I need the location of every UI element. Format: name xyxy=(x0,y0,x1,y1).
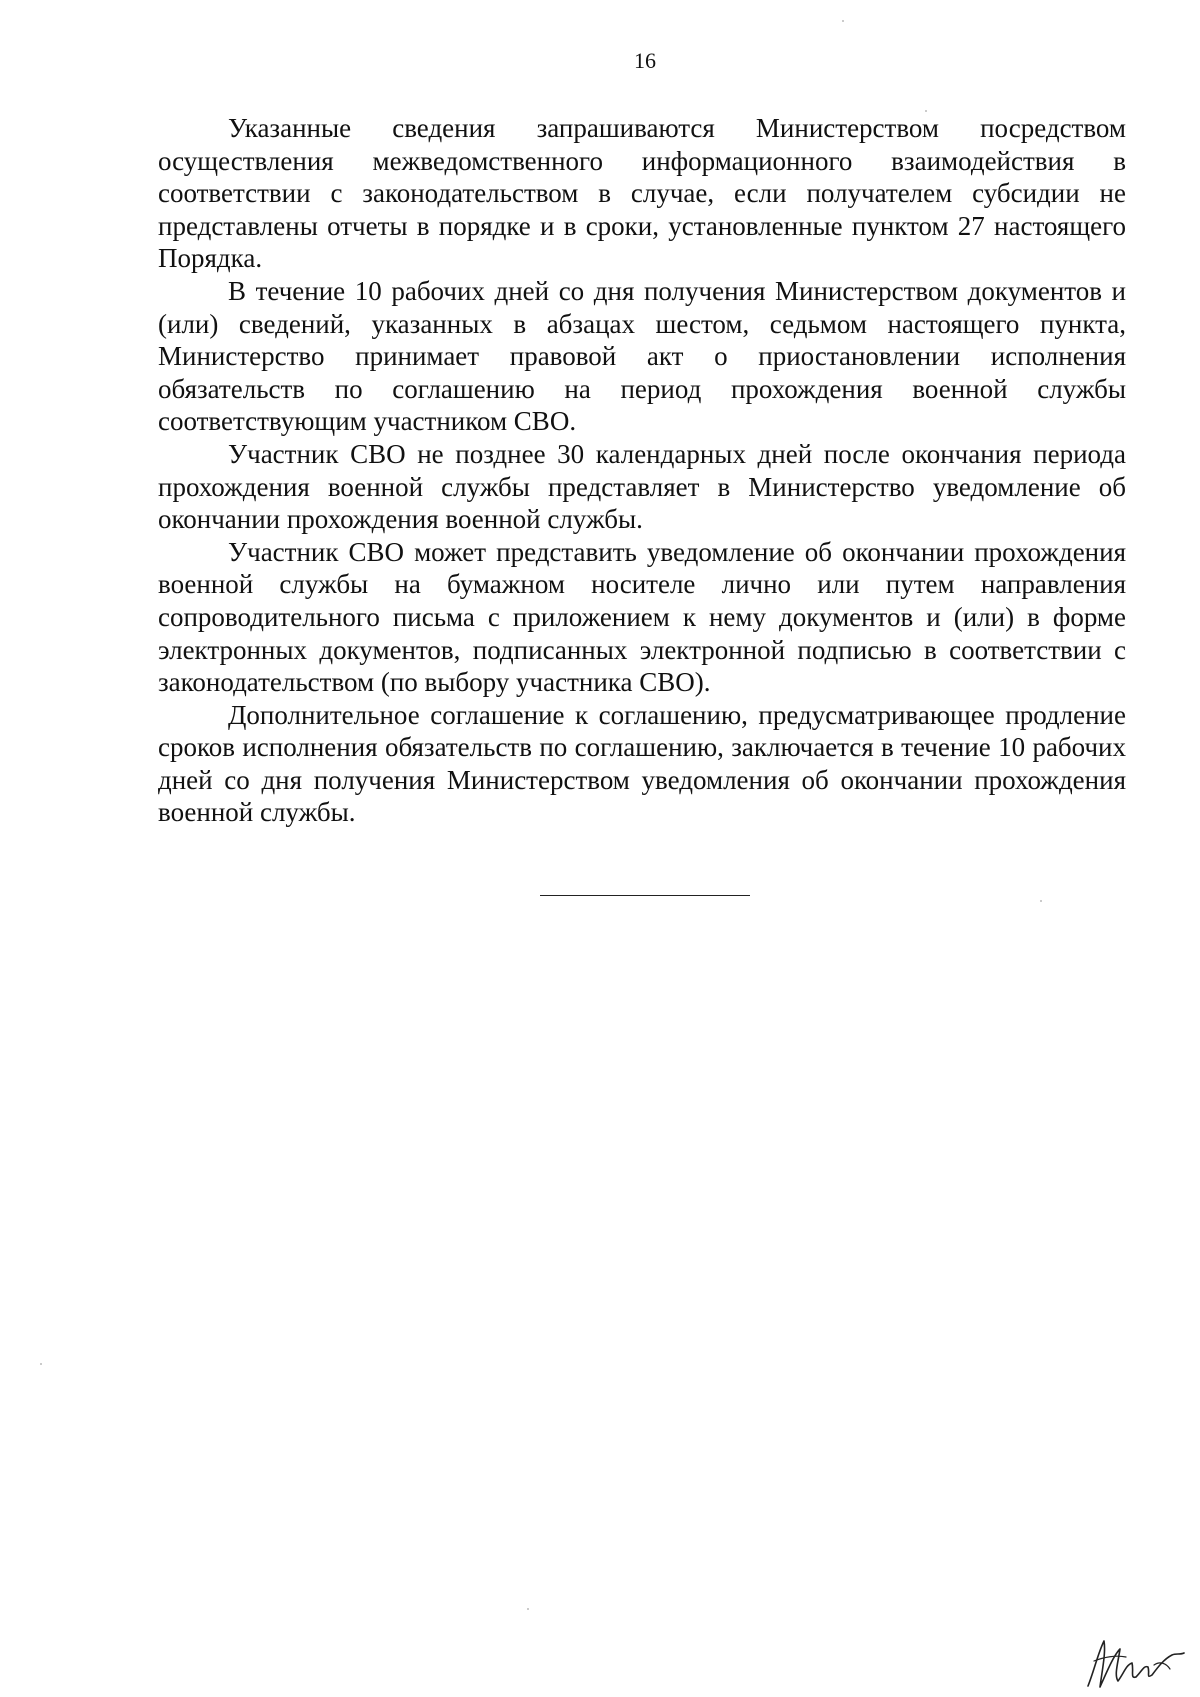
paragraph: Участник СВО может представить уведомление об окончании прохождения военной службы на бумажном носителе лично или путем направления сопроводительного письма с приложением к нему документов и (или) в форме электронных документов, подписанных электронной подписью в соответствии с законодательством (по выбору участника СВО). xyxy=(158,536,1126,698)
page-number: 16 xyxy=(634,48,656,73)
scan-speck xyxy=(40,1363,42,1365)
paragraph: Дополнительное соглашение к соглашению, предусматривающее продление сроков исполнения обязательств по соглашению, заключается в течение 10 рабочих дней со дня получения Министерством уведомления об окончании прохождения военной службы. xyxy=(158,699,1126,828)
scan-speck xyxy=(527,1608,529,1610)
handwritten-signature xyxy=(1080,1631,1190,1691)
scan-speck xyxy=(842,20,844,22)
scan-speck xyxy=(1040,900,1042,902)
paragraph: Указанные сведения запрашиваются Министерством посредством осуществления межведомственного информационного взаимодействия в соответствии с законодательством в случае, если получателем субсидии не представлены отчеты в порядке и в сроки, установленные пунктом 27 настоящего Порядка. xyxy=(158,113,1126,274)
scan-speck xyxy=(925,110,927,112)
document-body xyxy=(158,112,1126,829)
paragraph: В течение 10 рабочих дней со дня получения Министерством документов и (или) сведений, указанных в абзацах шестом, седьмом настоящего пункта, Министерство принимает правовой акт о приостановлении исполнения обязательств по соглашению на период прохождения военной службы соответствующим участником СВО. xyxy=(158,275,1126,437)
paragraph: Участник СВО не позднее 30 календарных дней после окончания периода прохождения военной службы представляет в Министерство уведомление об окончании прохождения военной службы. xyxy=(158,438,1126,535)
end-separator-line xyxy=(540,895,750,896)
